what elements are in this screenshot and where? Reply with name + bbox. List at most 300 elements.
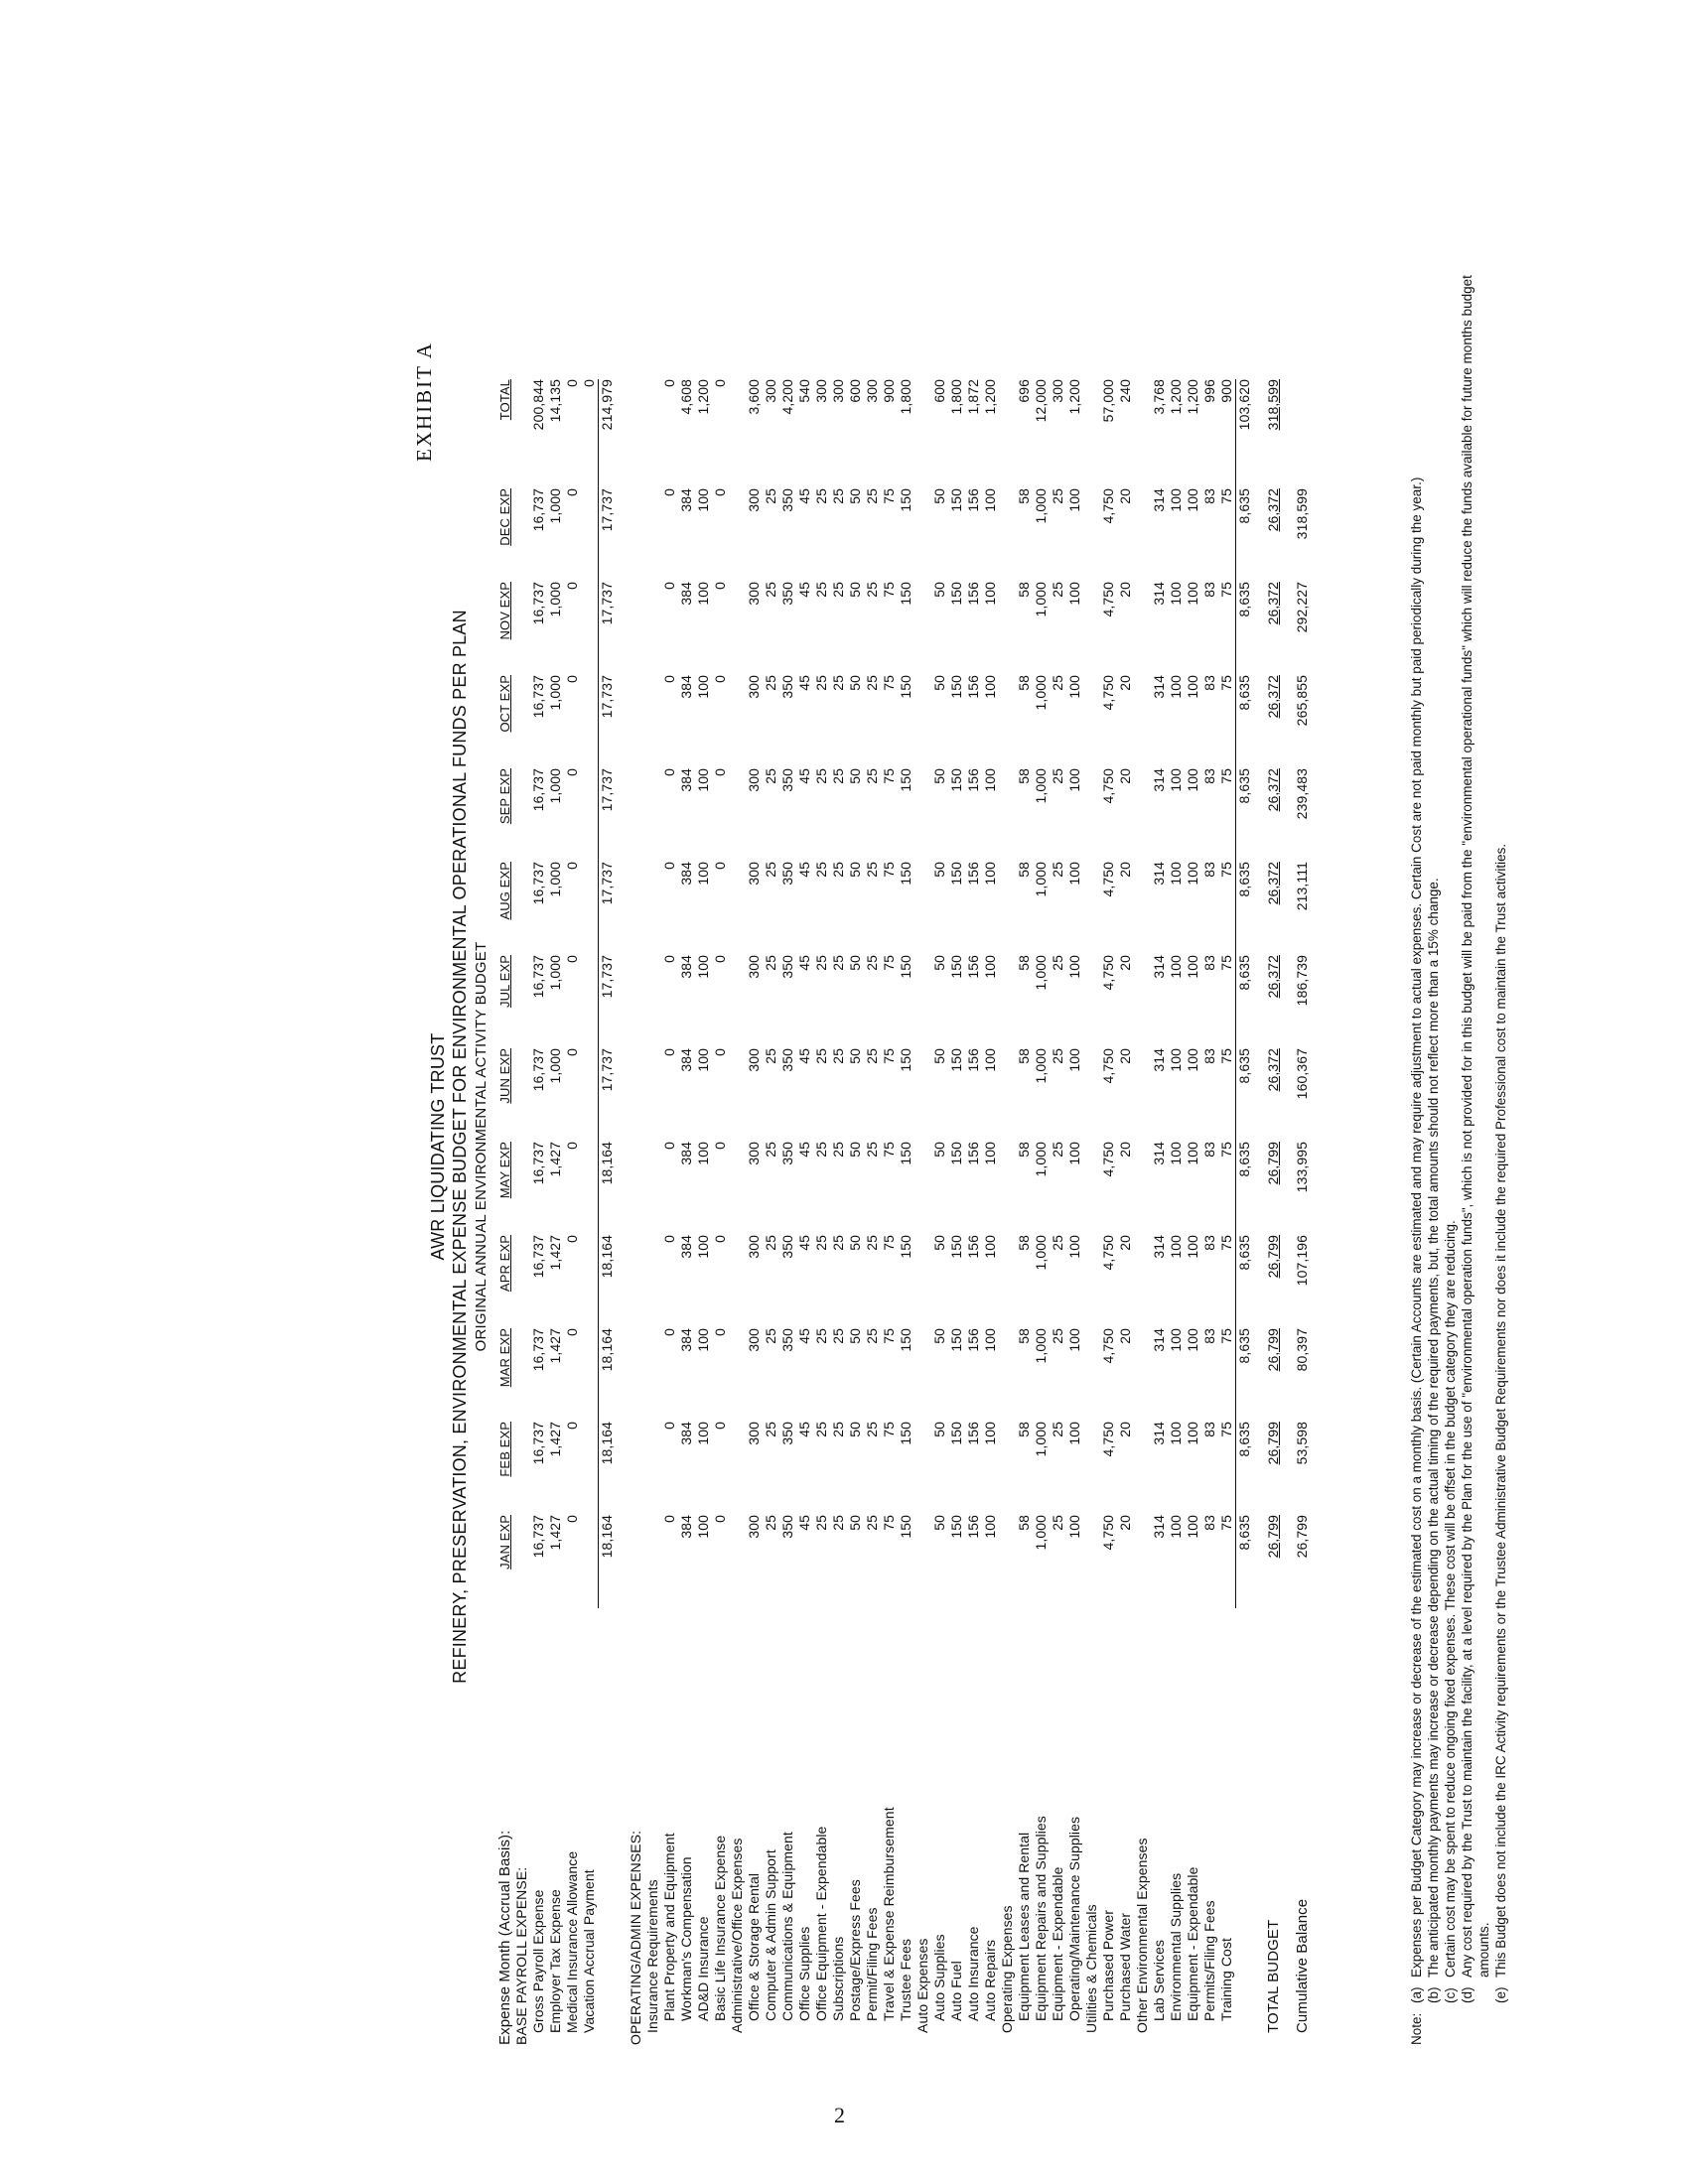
month-cell: 100 [695, 1515, 711, 1539]
month-cell: 156 [965, 1235, 981, 1259]
col-header: JAN EXP [497, 1515, 512, 1570]
month-cell: 20 [1117, 1328, 1133, 1344]
month-cell: 156 [965, 488, 981, 512]
month-cell: 25 [1050, 1235, 1065, 1251]
month-cell: 1,000 [1033, 1515, 1049, 1551]
table-row [581, 379, 599, 2045]
month-cell: 0 [564, 1515, 580, 1523]
month-cell: 150 [898, 1048, 913, 1072]
month-cell: 150 [898, 768, 913, 792]
month-cell: 0 [564, 1422, 580, 1430]
month-cell: 26,372 [1265, 675, 1281, 719]
row-label: Computer & Admin Support [763, 1849, 778, 2021]
table-row [1201, 379, 1218, 2045]
month-cell: 384 [678, 582, 694, 606]
month-cell: 25 [864, 862, 880, 878]
table-row [898, 379, 914, 2045]
total-cell: 0 [661, 379, 677, 387]
month-cell: 100 [982, 768, 998, 792]
month-cell: 150 [948, 862, 964, 886]
row-label: Workman's Compensation [678, 1856, 694, 2021]
month-cell: 50 [931, 1328, 947, 1344]
month-cell: 25 [830, 955, 846, 971]
month-cell [581, 582, 599, 675]
total-cell: 696 [1016, 379, 1032, 403]
col-header: AUG EXP [497, 862, 512, 920]
month-cell: 300 [746, 1328, 762, 1352]
month-cell: 50 [931, 1142, 947, 1158]
month-cell: 1,000 [1033, 582, 1049, 617]
month-cell: 50 [847, 1235, 863, 1251]
month-cell: 156 [965, 1142, 981, 1165]
month-cell: 100 [695, 488, 711, 512]
table-row [864, 379, 881, 2045]
month-cell: 100 [1168, 768, 1184, 792]
month-cell: 20 [1117, 675, 1133, 691]
month-cell: 350 [779, 1422, 795, 1445]
month-cell: 100 [982, 955, 998, 979]
month-cell: 100 [1185, 582, 1200, 606]
month-cell: 26,799 [1265, 1515, 1281, 1559]
month-cell: 50 [931, 862, 947, 878]
month-cell: 25 [763, 1142, 778, 1158]
month-cell: 50 [847, 768, 863, 784]
month-cell: 300 [746, 955, 762, 979]
total-cell: 103,620 [1236, 379, 1254, 488]
month-cell: 50 [847, 1328, 863, 1344]
note-b: (b) The anticipated monthly payments may increase or decrease depending on the actual timing of the required payments, but, the total amounts should not reflect more than a 15% change. [1426, 878, 1441, 2003]
row-label: Travel & Expense Reimbursement [881, 1807, 897, 2021]
month-cell: 16,737 [530, 1235, 546, 1279]
total-cell: 3,768 [1151, 379, 1167, 415]
month-cell: 25 [813, 1235, 829, 1251]
month-cell: 50 [847, 862, 863, 878]
row-label: Purchased Power [1100, 1909, 1116, 2021]
month-cell: 150 [948, 1142, 964, 1165]
month-cell: 100 [1066, 862, 1082, 886]
month-cell: 25 [864, 675, 880, 691]
month-cell: 100 [982, 1328, 998, 1352]
total-cell: 12,000 [1033, 379, 1049, 423]
month-cell: 1,427 [547, 1235, 563, 1271]
month-cell: 16,737 [530, 582, 546, 625]
month-cell: 100 [1168, 582, 1184, 606]
month-cell: 8,635 [1236, 955, 1254, 1048]
month-cell: 20 [1117, 488, 1133, 504]
table-row [564, 379, 581, 2045]
month-cell: 58 [1016, 488, 1032, 504]
month-cell: 100 [1066, 1142, 1082, 1165]
month-cell: 20 [1117, 1235, 1133, 1251]
month-cell: 16,737 [530, 1142, 546, 1185]
month-cell: 45 [796, 488, 812, 504]
month-cell: 1,000 [1033, 1235, 1049, 1271]
month-cell: 0 [661, 862, 677, 870]
col-header: DEC EXP [497, 488, 512, 546]
month-cell: 50 [931, 675, 947, 691]
month-cell: 100 [1066, 1328, 1082, 1352]
month-cell: 384 [678, 955, 694, 979]
month-cell: 83 [1201, 1515, 1217, 1531]
section-header [513, 379, 530, 2045]
month-cell: 50 [847, 1142, 863, 1158]
month-cell: 25 [864, 1328, 880, 1344]
month-cell: 75 [881, 862, 897, 878]
month-cell: 4,750 [1100, 1422, 1116, 1457]
month-cell: 156 [965, 955, 981, 979]
month-cell: 8,635 [1236, 1048, 1254, 1142]
month-cell: 50 [847, 1515, 863, 1531]
row-label: Subscriptions [830, 1936, 846, 2021]
month-cell: 0 [661, 768, 677, 776]
month-cell: 25 [830, 768, 846, 784]
month-cell: 25 [830, 1235, 846, 1251]
row-label: Purchased Water [1117, 1912, 1133, 2021]
table-row [530, 379, 547, 2045]
month-cell: 0 [661, 675, 677, 683]
month-cell: 100 [1168, 1142, 1184, 1165]
month-cell: 100 [1168, 862, 1184, 886]
total-cell: 3,600 [746, 379, 762, 415]
month-cell: 350 [779, 862, 795, 886]
month-cell: 26,372 [1265, 768, 1281, 812]
group-label: Utilities & Chemicals [1083, 1904, 1099, 2033]
month-cell: 58 [1016, 675, 1032, 691]
month-cell: 75 [881, 1235, 897, 1251]
month-cell: 25 [864, 1142, 880, 1158]
month-cell: 4,750 [1100, 768, 1116, 804]
month-cell: 83 [1201, 1328, 1217, 1344]
month-cell: 0 [661, 582, 677, 590]
month-cell [581, 1515, 599, 1608]
month-cell [581, 768, 599, 862]
month-cell: 58 [1016, 1422, 1032, 1437]
total-cell: 300 [763, 379, 778, 403]
month-cell: 16,737 [530, 955, 546, 999]
month-cell: 0 [661, 1422, 677, 1430]
subtotal-row [1236, 379, 1254, 2045]
month-cell: 100 [982, 675, 998, 699]
month-cell: 314 [1151, 1422, 1167, 1445]
month-cell: 0 [661, 955, 677, 963]
month-cell: 25 [813, 488, 829, 504]
col-header: OCT EXP [497, 675, 512, 733]
month-cell: 25 [1050, 862, 1065, 878]
month-cell: 150 [898, 1328, 913, 1352]
month-cell: 25 [1050, 1515, 1065, 1531]
table-row [796, 379, 813, 2045]
month-cell: 25 [864, 1235, 880, 1251]
month-cell: 25 [813, 1515, 829, 1531]
month-cell: 25 [813, 1142, 829, 1158]
note-e-text: This Budget does not include the IRC Activity requirements or the Trustee Administrative Budget Requirements nor does it include the required Professional cost to maintain the Trust activities. [1493, 843, 1508, 1978]
month-cell: 100 [982, 1142, 998, 1165]
month-cell: 0 [712, 582, 728, 590]
month-cell: 314 [1151, 1048, 1167, 1072]
month-cell: 384 [678, 1422, 694, 1445]
month-cell: 26,372 [1265, 582, 1281, 625]
month-cell: 350 [779, 768, 795, 792]
month-cell: 100 [695, 1235, 711, 1259]
month-cell: 75 [1218, 768, 1234, 784]
month-cell: 8,635 [1236, 488, 1254, 582]
month-cell: 8,635 [1236, 1422, 1254, 1515]
month-cell: 25 [830, 488, 846, 504]
total-cell: 300 [864, 379, 880, 403]
exhibit-label: EXHIBIT A [412, 341, 436, 462]
month-cell: 300 [746, 1235, 762, 1259]
month-cell: 25 [864, 1515, 880, 1531]
total-cell: 300 [813, 379, 829, 403]
month-cell: 1,000 [547, 768, 563, 804]
month-cell: 265,855 [1294, 675, 1310, 727]
month-cell: 150 [948, 768, 964, 792]
month-cell: 133,995 [1294, 1142, 1310, 1193]
month-cell: 0 [712, 1048, 728, 1056]
month-cell: 16,737 [530, 1048, 546, 1092]
month-cell: 50 [847, 582, 863, 598]
month-cell: 150 [948, 1328, 964, 1352]
month-cell: 8,635 [1236, 862, 1254, 955]
row-label: Equipment - Expendable [1050, 1866, 1065, 2021]
month-cell: 50 [931, 1048, 947, 1064]
row-label [1236, 1608, 1254, 2045]
note-b-text: The anticipated monthly payments may increase or decrease depending on the actual timing of the required payments, but, the total amounts should not reflect more than a 15% change. [1426, 878, 1441, 1978]
total-cell: 200,844 [530, 379, 546, 431]
month-cell: 25 [813, 768, 829, 784]
month-cell: 350 [779, 1048, 795, 1072]
month-cell: 300 [746, 862, 762, 886]
month-cell: 100 [1168, 1422, 1184, 1445]
month-cell: 100 [695, 1142, 711, 1165]
month-cell: 83 [1201, 675, 1217, 691]
month-cell [581, 1048, 599, 1142]
month-cell: 100 [1168, 675, 1184, 699]
table-row [712, 379, 729, 2045]
month-cell: 16,737 [530, 675, 546, 719]
row-label: Equipment - Expendable [1185, 1866, 1200, 2021]
month-cell: 100 [1066, 675, 1082, 699]
table-row [948, 379, 965, 2045]
month-cell: 20 [1117, 1422, 1133, 1437]
month-cell: 58 [1016, 1235, 1032, 1251]
month-cell: 107,196 [1294, 1235, 1310, 1287]
month-cell: 25 [864, 582, 880, 598]
month-cell: 150 [898, 1422, 913, 1445]
month-cell: 0 [564, 1048, 580, 1056]
month-cell: 0 [564, 862, 580, 870]
month-cell: 75 [1218, 582, 1234, 598]
month-cell: 150 [948, 1235, 964, 1259]
month-cell: 156 [965, 1328, 981, 1352]
month-cell: 20 [1117, 862, 1133, 878]
month-cell: 1,000 [1033, 675, 1049, 711]
month-cell: 100 [1066, 1515, 1082, 1539]
month-cell: 150 [898, 955, 913, 979]
month-cell: 100 [982, 862, 998, 886]
row-label: Permits/Filing Fees [1201, 1900, 1217, 2021]
month-cell: 83 [1201, 862, 1217, 878]
month-cell: 83 [1201, 1142, 1217, 1158]
month-cell: 25 [763, 955, 778, 971]
group-header [914, 379, 931, 2045]
month-cell: 75 [1218, 1048, 1234, 1064]
section-header [628, 379, 644, 2045]
month-cell: 150 [948, 488, 964, 512]
month-cell: 17,737 [599, 488, 617, 582]
month-cell: 0 [661, 1515, 677, 1523]
total-cell: 996 [1201, 379, 1217, 403]
month-cell: 50 [931, 582, 947, 598]
month-cell: 300 [746, 488, 762, 512]
notes-list [1408, 256, 1509, 2003]
group-header [999, 379, 1016, 2045]
month-cell: 75 [1218, 675, 1234, 691]
month-header-row [496, 379, 513, 2045]
month-cell: 314 [1151, 862, 1167, 886]
month-cell: 100 [1168, 1515, 1184, 1539]
month-cell: 1,000 [1033, 1422, 1049, 1457]
table-row [982, 379, 999, 2045]
month-cell: 100 [1185, 1328, 1200, 1352]
group-header [644, 379, 661, 2045]
month-cell: 26,372 [1265, 862, 1281, 905]
month-cell: 350 [779, 1328, 795, 1352]
month-cell: 17,737 [599, 675, 617, 768]
month-cell: 58 [1016, 1048, 1032, 1064]
month-cell: 100 [1185, 1422, 1200, 1445]
total-cell: 300 [830, 379, 846, 403]
month-cell: 1,000 [547, 675, 563, 711]
month-cell: 8,635 [1236, 1515, 1254, 1608]
month-cell: 100 [695, 582, 711, 606]
month-cell: 100 [695, 1422, 711, 1445]
row-label: Equipment Leases and Rental [1016, 1832, 1032, 2021]
col-header: JUL EXP [497, 955, 512, 1008]
table-row [547, 379, 564, 2045]
month-cell: 8,635 [1236, 768, 1254, 862]
row-label: Operating/Maintenance Supplies [1066, 1816, 1082, 2021]
month-cell: 300 [746, 675, 762, 699]
month-cell: 25 [830, 1422, 846, 1437]
month-cell: 25 [763, 488, 778, 504]
month-cell: 17,737 [599, 1048, 617, 1142]
month-cell: 18,164 [599, 1422, 617, 1515]
month-cell: 4,750 [1100, 1328, 1116, 1364]
table-row [1185, 379, 1201, 2045]
month-cell [581, 1328, 599, 1422]
month-cell: 26,372 [1265, 1048, 1281, 1092]
month-cell: 18,164 [599, 1515, 617, 1608]
month-cell: 314 [1151, 768, 1167, 792]
month-cell: 0 [712, 1142, 728, 1150]
month-cell: 350 [779, 675, 795, 699]
month-cell: 1,000 [547, 862, 563, 897]
month-cell: 150 [898, 1142, 913, 1165]
month-cell: 26,799 [1265, 1328, 1281, 1372]
month-cell: 83 [1201, 1235, 1217, 1251]
month-cell: 100 [1185, 862, 1200, 886]
month-cell: 100 [1185, 768, 1200, 792]
month-cell: 100 [695, 862, 711, 886]
month-cell: 25 [813, 1048, 829, 1064]
month-cell: 25 [763, 862, 778, 878]
month-cell: 314 [1151, 488, 1167, 512]
section-label: BASE PAYROLL EXPENSE: [513, 1866, 529, 2045]
table-row [1151, 379, 1168, 2045]
month-cell: 150 [948, 1422, 964, 1445]
month-cell: 0 [712, 1515, 728, 1523]
month-cell: 18,164 [599, 1142, 617, 1235]
month-cell: 45 [796, 1515, 812, 1531]
month-cell: 0 [564, 1235, 580, 1243]
month-cell: 156 [965, 1422, 981, 1445]
month-cell: 25 [864, 768, 880, 784]
month-cell: 75 [881, 488, 897, 504]
month-cell: 50 [847, 955, 863, 971]
month-cell: 83 [1201, 582, 1217, 598]
month-cell: 100 [982, 1515, 998, 1539]
month-cell: 1,427 [547, 1328, 563, 1364]
month-cell: 17,737 [599, 862, 617, 955]
month-cell: 4,750 [1100, 488, 1116, 524]
month-cell: 26,372 [1265, 488, 1281, 532]
month-cell: 384 [678, 1235, 694, 1259]
budget-subtitle: ORIGINAL ANNUAL ENVIRONMENTAL ACTIVITY BUDGET [473, 941, 490, 1352]
month-cell: 100 [695, 1328, 711, 1352]
table-row [881, 379, 898, 2045]
total-cell: 900 [881, 379, 897, 403]
month-cell: 156 [965, 1515, 981, 1539]
total-cell: 1,200 [982, 379, 998, 415]
month-cell: 45 [796, 862, 812, 878]
month-cell: 314 [1151, 1142, 1167, 1165]
month-cell: 1,427 [547, 1515, 563, 1551]
month-cell: 17,737 [599, 955, 617, 1048]
month-cell: 156 [965, 675, 981, 699]
row-label: Employer Tax Expense [547, 1889, 563, 2033]
month-cell: 350 [779, 1235, 795, 1259]
total-cell: 1,200 [695, 379, 711, 415]
month-cell: 100 [695, 768, 711, 792]
month-cell: 100 [1185, 1515, 1200, 1539]
month-cell: 83 [1201, 955, 1217, 971]
document-titles [427, 228, 492, 2065]
month-cell: 1,427 [547, 1142, 563, 1177]
month-cell: 16,737 [530, 768, 546, 812]
col-header: JUN EXP [497, 1048, 512, 1104]
month-cell: 384 [678, 488, 694, 512]
page-number: 2 [834, 2103, 845, 2127]
month-cell: 75 [881, 768, 897, 784]
row-label: AD&D Insurance [695, 1916, 711, 2021]
col-header: NOV EXP [497, 582, 512, 640]
note-a: (a) Expenses per Budget Category may increase or decrease of the estimated cost on a monthly basis. (Certain Accounts are estimated and may require adjustment to actual expenses. Certain Cost are not paid monthly but paid periodically during the year.) [1409, 477, 1424, 2003]
total-cell: 318,599 [1265, 379, 1281, 431]
month-cell: 100 [1168, 1235, 1184, 1259]
month-cell: 100 [1066, 955, 1082, 979]
month-cell: 1,000 [1033, 768, 1049, 804]
month-cell: 318,599 [1294, 488, 1310, 540]
month-cell: 25 [1050, 955, 1065, 971]
month-cell: 25 [1050, 768, 1065, 784]
section-label: OPERATING/ADMIN EXPENSES: [628, 1830, 643, 2045]
row-label: Vacation Accrual Payment [581, 1869, 598, 2033]
month-cell: 8,635 [1236, 1142, 1254, 1235]
month-cell: 100 [1066, 1235, 1082, 1259]
month-cell: 25 [830, 1515, 846, 1531]
total-cell: 240 [1117, 379, 1133, 403]
